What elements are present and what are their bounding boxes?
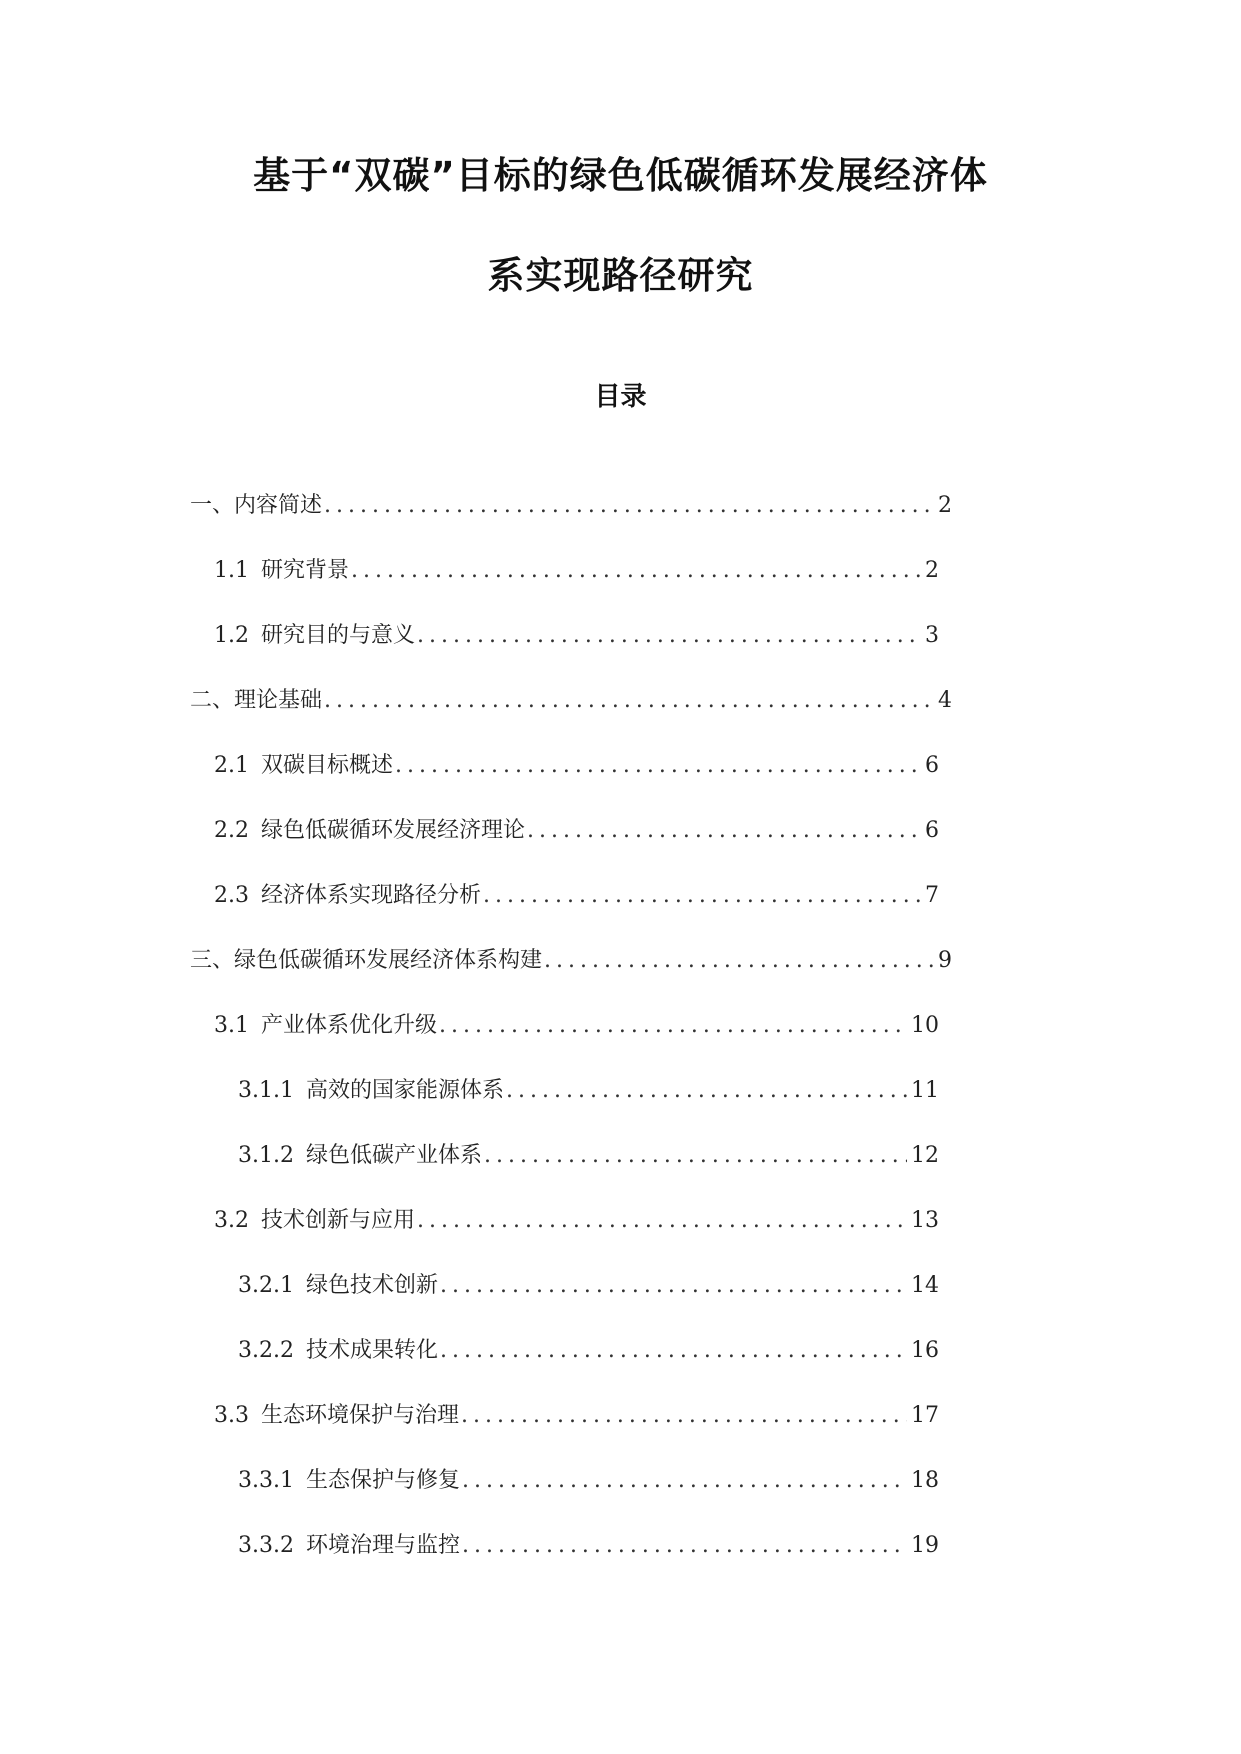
toc-entry-page: 2 <box>925 558 939 583</box>
toc-entry[interactable] <box>214 1203 939 1239</box>
toc-entry-page: 10 <box>911 1013 939 1038</box>
toc-entry-text: 双碳目标概述 <box>261 753 394 778</box>
toc-entry-number: 2.1 <box>214 753 249 778</box>
toc-entry-text: 研究目的与意义 <box>261 623 416 648</box>
toc-leader-dots <box>351 553 921 589</box>
toc-heading: 目录 <box>594 382 647 412</box>
toc-entry-number: 3.1 <box>214 1013 249 1038</box>
document-title-line-1: 基于“双碳”目标的绿色低碳循环发展经济体 <box>253 154 988 197</box>
toc-entry[interactable] <box>214 813 939 849</box>
toc-leader-dots <box>544 943 934 979</box>
toc-entry-number: 3.2.1 <box>238 1273 294 1298</box>
toc-entry-number: 3.3.2 <box>238 1533 294 1558</box>
toc-entry[interactable] <box>190 943 952 979</box>
toc-entry[interactable] <box>238 1268 939 1304</box>
toc-entry-text: 技术创新与应用 <box>261 1208 416 1233</box>
toc-leader-dots <box>483 878 921 914</box>
toc-entry-page: 3 <box>925 623 939 648</box>
toc-leader-dots <box>484 1138 907 1174</box>
toc-leader-dots <box>324 683 934 719</box>
toc-entry-text: 一、内容简述 <box>190 493 323 518</box>
toc-entry[interactable] <box>214 618 939 654</box>
toc-entry-text: 经济体系实现路径分析 <box>261 883 482 908</box>
toc-entry-number: 2.2 <box>214 818 249 843</box>
toc-entry[interactable] <box>238 1463 939 1499</box>
toc-entry-page: 6 <box>925 753 939 778</box>
toc-entry-page: 13 <box>911 1208 939 1233</box>
toc-entry-page: 7 <box>925 883 939 908</box>
toc-entry[interactable] <box>238 1073 939 1109</box>
toc-entry-page: 14 <box>911 1273 939 1298</box>
toc-leader-dots <box>527 813 921 849</box>
toc-entry-text: 绿色低碳产业体系 <box>305 1143 482 1168</box>
toc-entry-page: 2 <box>938 493 952 518</box>
toc-entry-page: 11 <box>911 1078 939 1103</box>
toc-entry[interactable] <box>238 1333 939 1369</box>
toc-leader-dots <box>461 1398 907 1434</box>
toc-entry[interactable] <box>238 1528 939 1564</box>
toc-leader-dots <box>417 1203 907 1239</box>
toc-entry-text: 环境治理与监控 <box>305 1533 460 1558</box>
toc-entry-page: 9 <box>938 948 952 973</box>
toc-entry[interactable] <box>214 878 939 914</box>
toc-entry[interactable] <box>214 748 939 784</box>
toc-entry[interactable] <box>238 1138 939 1174</box>
toc-entry[interactable] <box>214 1398 939 1434</box>
toc-entry-number: 3.1.2 <box>238 1143 294 1168</box>
toc-entry-text: 高效的国家能源体系 <box>305 1078 504 1103</box>
toc-entry[interactable] <box>214 1008 939 1044</box>
toc-leader-dots <box>462 1528 907 1564</box>
toc-leader-dots <box>440 1333 907 1369</box>
toc-entry[interactable] <box>190 683 952 719</box>
toc-entry-number: 1.1 <box>214 558 249 583</box>
toc-entry-text: 研究背景 <box>261 558 350 583</box>
toc-entry-number: 3.1.1 <box>238 1078 294 1103</box>
toc-entry-page: 17 <box>911 1403 939 1428</box>
toc-entry-text: 绿色低碳循环发展经济理论 <box>261 818 526 843</box>
toc-entry-number: 3.2 <box>214 1208 249 1233</box>
toc-entry[interactable] <box>190 488 952 524</box>
toc-leader-dots <box>462 1463 907 1499</box>
toc-entry-number: 3.3 <box>214 1403 249 1428</box>
document-title-line-2: 系实现路径研究 <box>487 254 754 297</box>
toc-entry-page: 19 <box>911 1533 939 1558</box>
toc-entry-number: 3.2.2 <box>238 1338 294 1363</box>
toc-entry-page: 16 <box>911 1338 939 1363</box>
toc-entry-text: 绿色技术创新 <box>305 1273 438 1298</box>
toc-leader-dots <box>395 748 921 784</box>
toc-entry-page: 18 <box>911 1468 939 1493</box>
toc-entry-page: 6 <box>925 818 939 843</box>
toc-leader-dots <box>440 1268 907 1304</box>
toc-entry-number: 2.3 <box>214 883 249 908</box>
toc-entry-text: 二、理论基础 <box>190 688 323 713</box>
toc-entry-text: 技术成果转化 <box>305 1338 438 1363</box>
toc-entry-page: 4 <box>938 688 952 713</box>
toc-entry-text: 生态环境保护与治理 <box>261 1403 460 1428</box>
toc-entry-number: 3.3.1 <box>238 1468 294 1493</box>
toc-entry-text: 三、绿色低碳循环发展经济体系构建 <box>190 948 543 973</box>
toc-entry-page: 12 <box>911 1143 939 1168</box>
toc-leader-dots <box>506 1073 907 1109</box>
toc-entry[interactable] <box>214 553 939 589</box>
toc-entry-text: 生态保护与修复 <box>305 1468 460 1493</box>
toc-entry-number: 1.2 <box>214 623 249 648</box>
toc-leader-dots <box>417 618 921 654</box>
toc-entry-text: 产业体系优化升级 <box>261 1013 438 1038</box>
toc-leader-dots <box>439 1008 907 1044</box>
toc-leader-dots <box>324 488 934 524</box>
